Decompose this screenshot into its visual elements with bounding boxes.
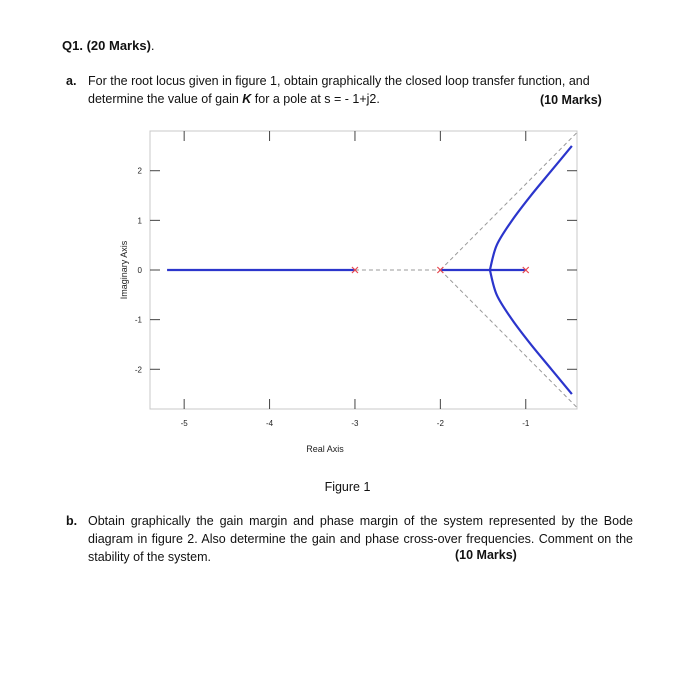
gain-symbol: K bbox=[242, 92, 252, 106]
x-axis-label: Real Axis bbox=[306, 444, 344, 454]
part-b-text: Obtain graphically the gain margin and phase margin of the system represented by the Bode diagram in figure 2. Also determine the gain and phase cross-over frequencies. Comment on the stability of the system. bbox=[88, 514, 633, 564]
asymptote-line bbox=[440, 270, 577, 408]
y-tick-label: 0 bbox=[137, 266, 142, 275]
y-tick-label: -2 bbox=[134, 365, 142, 375]
part-a-label: a. bbox=[66, 74, 77, 88]
y-tick-label: 1 bbox=[137, 216, 142, 226]
part-a-marks: (10 Marks) bbox=[540, 93, 602, 107]
part-a-line-2-prefix: determine the value of gain bbox=[88, 92, 243, 106]
figure-caption: Figure 1 bbox=[324, 480, 371, 494]
question-title-tail: . bbox=[150, 38, 155, 53]
asymptote-line bbox=[440, 132, 577, 270]
question-marks: (20 Marks) bbox=[86, 38, 151, 53]
question-number: Q1. bbox=[62, 38, 83, 53]
x-tick-label: -2 bbox=[436, 419, 444, 428]
y-tick-label: -1 bbox=[134, 315, 142, 325]
tick-labels bbox=[135, 167, 530, 428]
x-tick-label: -3 bbox=[351, 419, 359, 428]
x-tick-label: -1 bbox=[522, 419, 530, 428]
y-axis-label: Imaginary Axis bbox=[119, 240, 129, 300]
part-a-line-2-suffix: for a pole at s = - 1+j2. bbox=[251, 92, 380, 106]
x-tick-label: -4 bbox=[265, 419, 274, 428]
part-a-line-1: For the root locus given in figure 1, obtain graphically the closed loop transfer function, and bbox=[88, 74, 590, 88]
part-b-label: b. bbox=[66, 514, 78, 528]
x-tick-label: -5 bbox=[180, 419, 188, 428]
y-tick-label: 2 bbox=[137, 166, 142, 176]
part-b-marks: (10 Marks) bbox=[455, 548, 517, 562]
